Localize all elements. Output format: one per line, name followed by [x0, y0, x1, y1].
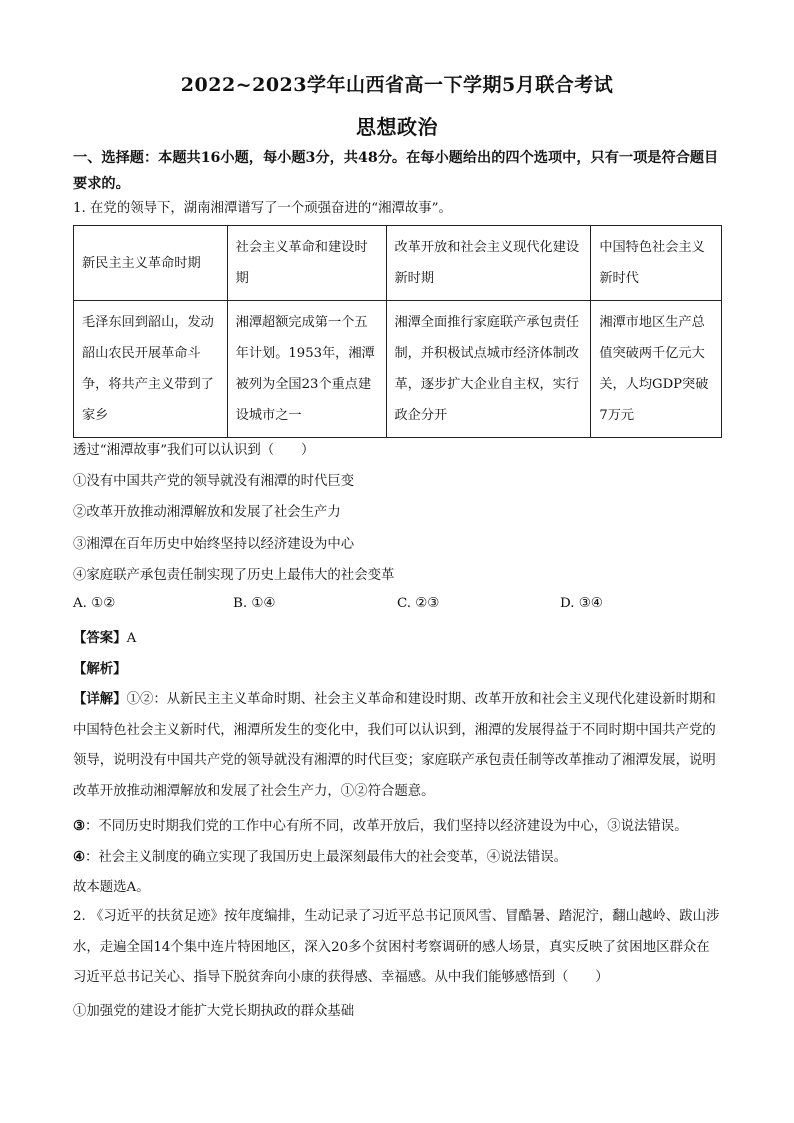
answer-label: 【答案】	[73, 630, 127, 646]
detail-paragraph-1	[73, 684, 723, 807]
table-header-cell: 新民主主义革命时期	[74, 226, 228, 301]
q2-statement-1: ①加强党的建设才能扩大党长期执政的群众基础	[73, 1004, 355, 1019]
detail-text: ：不同历史时期我们党的工作中心有所不同，改革开放后，我们坚持以经济建设为中心，③说法错误。	[85, 819, 688, 834]
statement-1: ①没有中国共产党的领导就没有湘潭的时代巨变	[73, 474, 355, 489]
statement-2: ②改革开放推动湘潭解放和发展了社会生产力	[73, 505, 341, 520]
table-cell: 湘潭全面推行家庭联产承包责任制，并积极试点城市经济体制改革，逐步扩大企业自主权，实行政企分开	[386, 301, 591, 438]
question-1-options	[73, 596, 723, 618]
conclusion: 故本题选A。	[73, 880, 150, 895]
table-header-cell: 改革开放和社会主义现代化建设新时期	[386, 226, 591, 301]
question-1-prompt: 透过“湘潭故事”我们可以认识到（ ）	[73, 443, 315, 458]
detail-text: ：社会主义制度的确立实现了我国历史上最深刻最伟大的社会变革，④说法错误。	[85, 850, 568, 865]
option-b: B. ①④	[233, 596, 276, 611]
option-d: D. ③④	[560, 596, 603, 611]
table-header-cell: 社会主义革命和建设时期	[227, 226, 386, 301]
detail-paragraph-2	[73, 815, 723, 838]
option-c: C. ②③	[397, 596, 440, 611]
option-a: A. ①②	[73, 596, 116, 611]
detail-paragraph-3	[73, 846, 723, 869]
statement-3: ③湘潭在百年历史中始终坚持以经济建设为中心	[73, 537, 355, 552]
detail-label: 【详解】	[73, 691, 127, 707]
analysis-label: 【解析】	[73, 661, 127, 677]
document-title: 2022~2023学年山西省高一下学期5月联合考试	[180, 74, 614, 96]
table-cell: 毛泽东回到韶山，发动韶山农民开展革命斗争，将共产主义带到了家乡	[74, 301, 228, 438]
table-cell: 湘潭超额完成第一个五年计划。1953年，湘潭被列为全国23个重点建设城市之一	[227, 301, 386, 438]
answer-line	[73, 627, 723, 650]
detail-marker: ③	[73, 818, 86, 834]
statement-4: ④家庭联产承包责任制实现了历史上最伟大的社会变革	[73, 568, 395, 583]
question-2-stem: 2. 《习近平的扶贫足迹》按年度编排，生动记录了习近平总书记顶风雪、冒酷暑、踏泥泞，翻山越岭、跋山涉水，走遍全国14个集中连片特困地区，深入20多个贫困村考察调研的感人场景，真实反映了贫困地区群众在习近平总书记关心、指导下脱贫奔向小康的获得感、幸福感。从中我们能够感悟到（ ）	[73, 909, 720, 985]
answer-value: A	[126, 631, 137, 646]
detail-text: ①②：从新民主主义革命时期、社会主义革命和建设时期、改革开放和社会主义现代化建设新时期和中国特色社会主义新时代，湘潭所发生的变化中，我们可以认识到，湘潭的发展得益于不同时期中国共产党的领导，说明没有中国共产党的领导就没有湘潭的时代巨变；家庭联产承包责任制等改革推动了湘潭发展，说明改革开放推动湘潭解放和发展了社会生产力，①②符合题意。	[73, 692, 716, 799]
table-header-cell: 中国特色社会主义新时代	[591, 226, 722, 301]
table-row	[74, 301, 722, 438]
table-header-row	[74, 226, 722, 301]
detail-marker: ④	[73, 849, 86, 865]
question-1-table	[73, 225, 722, 438]
document-subtitle: 思想政治	[356, 115, 438, 139]
table-cell: 湘潭市地区生产总值突破两千亿元大关，人均GDP突破7万元	[591, 301, 722, 438]
question-1-stem: 1. 在党的领导下，湖南湘潭谱写了一个顽强奋进的“湘潭故事”。	[73, 201, 452, 216]
section-heading: 一、选择题：本题共16小题，每小题3分，共48分。在每小题给出的四个选项中，只有一项是符合题目要求的。	[73, 150, 719, 192]
